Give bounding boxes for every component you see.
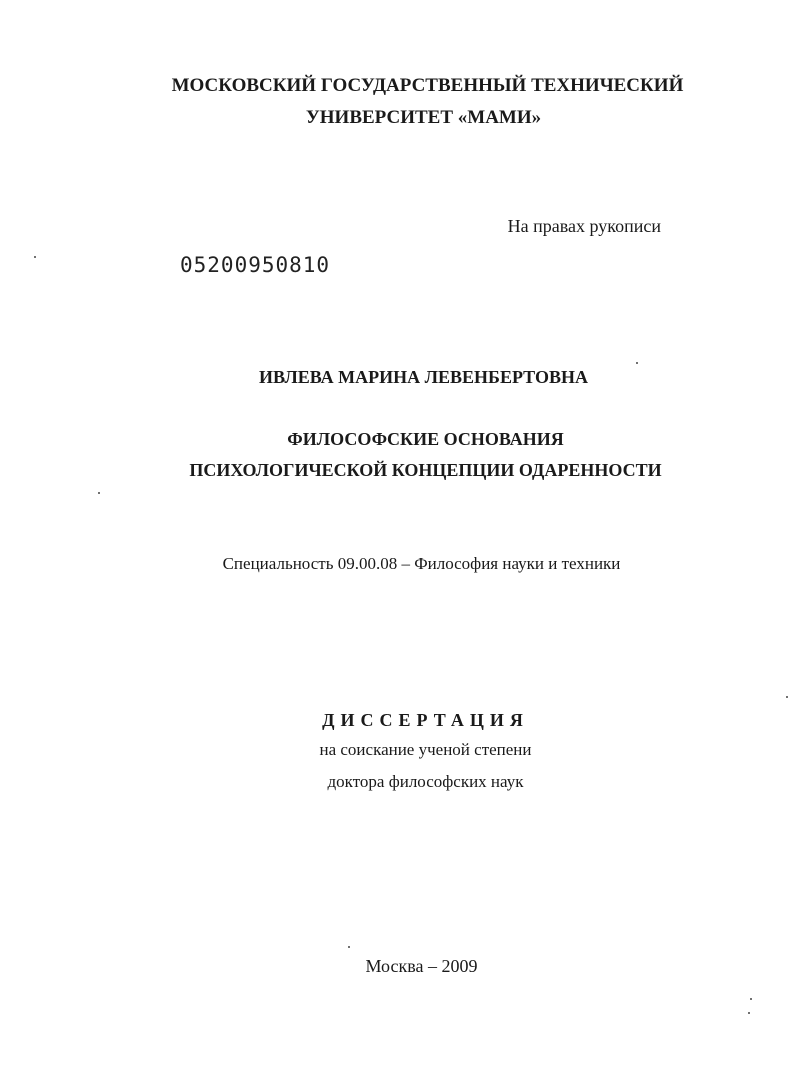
catalog-number: 05200950810 [180, 253, 331, 277]
university-name-line-1: МОСКОВСКИЙ ГОСУДАРСТВЕННЫЙ ТЕХНИЧЕСКИЙ [171, 75, 684, 96]
document-type: ДИССЕРТАЦИЯ [322, 710, 529, 730]
scan-speck [748, 1012, 750, 1014]
author-name: ИВЛЕВА МАРИНА ЛЕВЕНБЕРТОВНА [259, 367, 588, 387]
scan-speck [348, 946, 350, 948]
specialty: Специальность 09.00.08 – Философия науки и техники [222, 554, 621, 573]
degree-line-1: на соискание ученой степени [319, 740, 532, 759]
scan-speck [750, 998, 752, 1000]
dissertation-title-line-1: ФИЛОСОФСКИЕ ОСНОВАНИЯ [287, 429, 564, 449]
university-name-line-2: УНИВЕРСИТЕТ «МАМИ» [305, 107, 542, 128]
dissertation-title-line-2: ПСИХОЛОГИЧЕСКОЙ КОНЦЕПЦИИ ОДАРЕННОСТИ [189, 460, 662, 480]
scan-speck [34, 256, 36, 258]
scan-speck [636, 362, 638, 364]
place-and-year: Москва – 2009 [365, 956, 478, 976]
degree-line-2: доктора философских наук [327, 772, 524, 791]
scan-speck [786, 696, 788, 698]
manuscript-note: На правах рукописи [507, 216, 661, 236]
scan-speck [98, 492, 100, 494]
